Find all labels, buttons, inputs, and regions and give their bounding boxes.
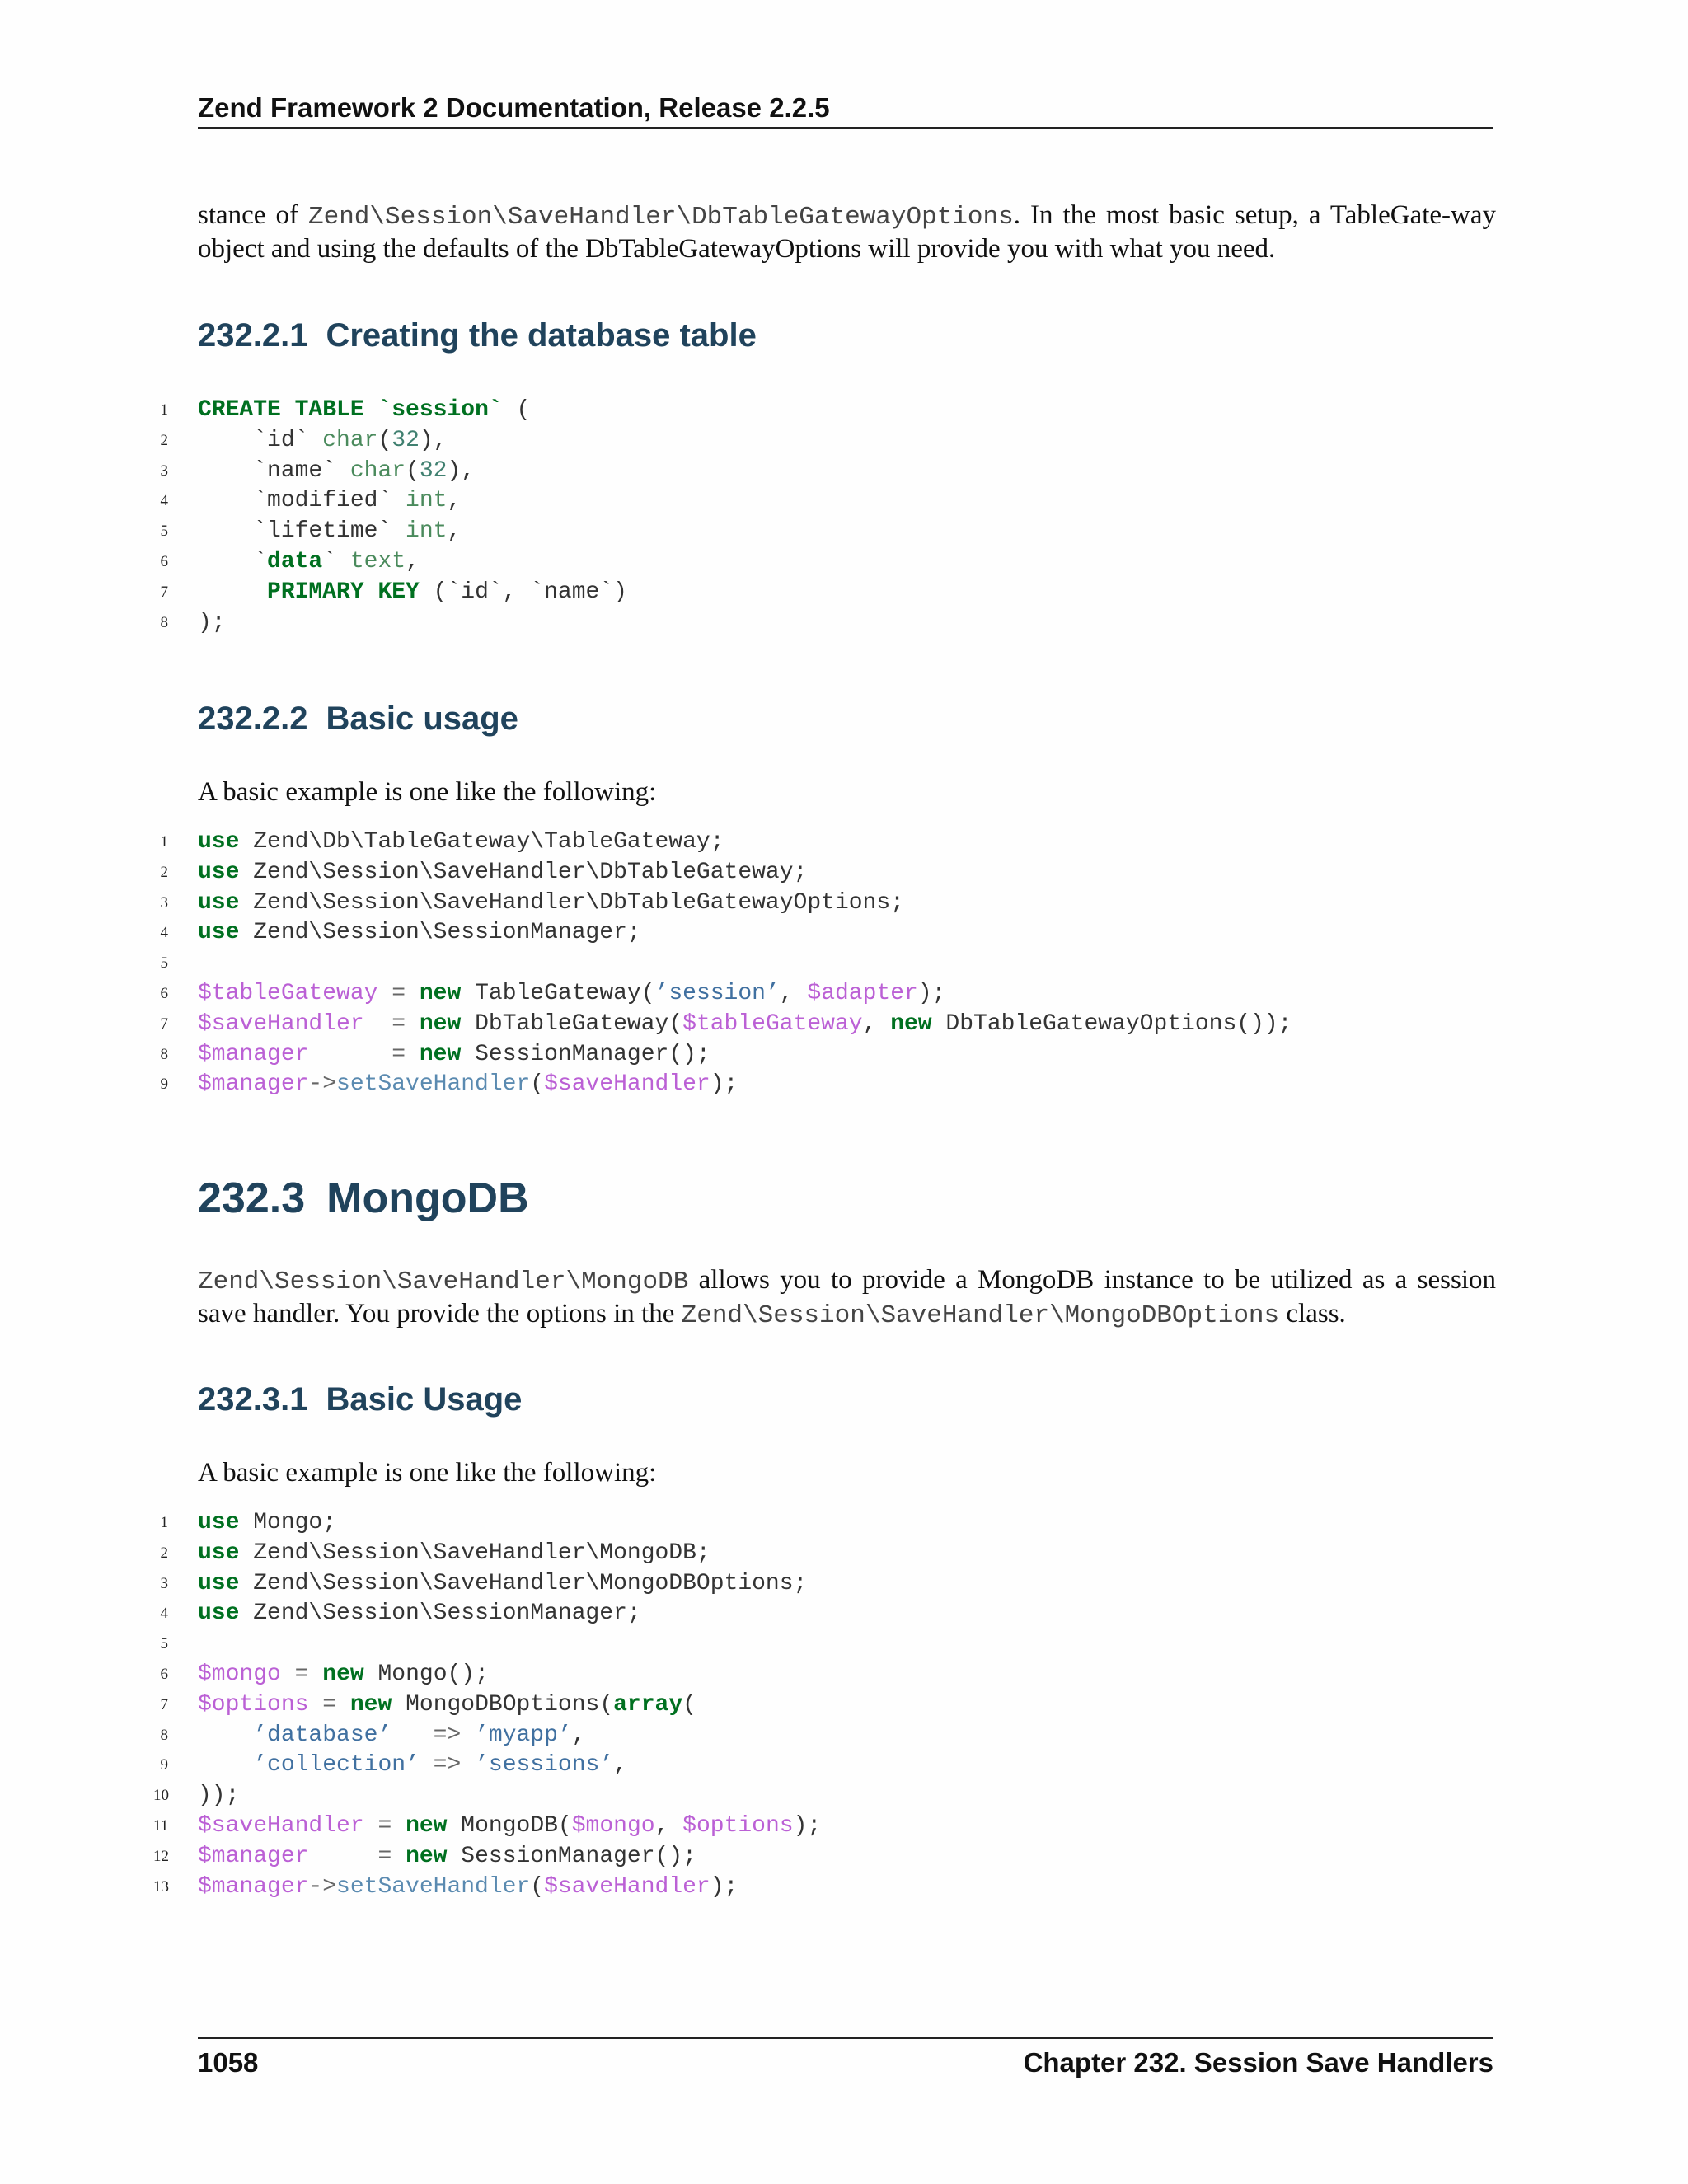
- line-number: 2: [160, 1544, 168, 1562]
- code-line: [0, 888, 1688, 919]
- code-text: $manager->setSaveHandler($saveHandler);: [198, 1071, 738, 1098]
- code-line: [0, 1070, 1688, 1100]
- code-text: );: [198, 609, 226, 635]
- line-number: 3: [160, 462, 168, 480]
- code-text: $manager = new SessionManager();: [198, 1843, 696, 1869]
- line-number: 5: [160, 1635, 168, 1653]
- page-number: 1058: [198, 2047, 259, 2078]
- code-text: use Zend\Db\TableGateway\TableGateway;: [198, 829, 724, 855]
- code-text: use Mongo;: [198, 1510, 337, 1535]
- line-number: 8: [160, 1726, 168, 1744]
- code-text: PRIMARY KEY (`id`, `name`): [267, 579, 627, 605]
- code-line: [0, 486, 1688, 517]
- code-line: [0, 1010, 1688, 1040]
- line-number: 4: [160, 1605, 168, 1623]
- line-number: 2: [160, 431, 168, 449]
- code-text: $manager->setSaveHandler($saveHandler);: [198, 1873, 738, 1900]
- code-line: [0, 1569, 1688, 1600]
- code-text: ));: [198, 1783, 240, 1809]
- code-line: [0, 1842, 1688, 1872]
- line-number: 7: [160, 583, 168, 601]
- line-number: 6: [160, 1665, 168, 1683]
- line-number: 13: [153, 1877, 169, 1896]
- code-line: [0, 1750, 1688, 1781]
- section-heading-232-2-1: 232.2.1 Creating the database table: [198, 317, 757, 354]
- code-text: $manager = new SessionManager();: [198, 1041, 710, 1067]
- code-text: use Zend\Session\SessionManager;: [198, 920, 641, 946]
- line-number: 4: [160, 924, 168, 942]
- code-line: [0, 517, 1688, 547]
- code-line: [0, 1599, 1688, 1629]
- code-text: ’collection’ => ’sessions’,: [253, 1752, 627, 1779]
- running-footer: [198, 2037, 1493, 2079]
- line-number: 11: [153, 1816, 169, 1835]
- line-number: 7: [160, 1695, 168, 1713]
- line-number: 2: [160, 863, 168, 881]
- intro-paragraph: stance of Zend\Session\SaveHandler\DbTableGatewayOptions. In the most basic setup, a TableGate-way object and using the defaults of the DbTableGatewayOptions will provide you with what you need.: [198, 200, 1496, 264]
- line-number: 9: [160, 1076, 168, 1094]
- chapter-title: Chapter 232. Session Save Handlers: [1023, 2047, 1493, 2078]
- line-number: 8: [160, 1045, 168, 1063]
- code-block-php-mongodb: [0, 1508, 1688, 1902]
- line-number: 6: [160, 552, 168, 570]
- code-line: [0, 949, 1688, 979]
- code-text: use Zend\Session\SaveHandler\DbTableGatewayOptions;: [198, 889, 904, 916]
- code-line: [0, 979, 1688, 1010]
- code-line: [0, 1872, 1688, 1903]
- code-line: [0, 1629, 1688, 1660]
- code-line: [0, 1721, 1688, 1751]
- code-line: [0, 547, 1688, 578]
- code-text: use Zend\Session\SaveHandler\MongoDB;: [198, 1540, 710, 1566]
- code-text: `id` char(32),: [198, 427, 448, 453]
- basic-usage-text-mongo: A basic example is one like the following:: [198, 1458, 657, 1488]
- code-text: use Zend\Session\SaveHandler\DbTableGateway;: [198, 859, 808, 885]
- code-line: [0, 578, 1688, 608]
- line-number: 5: [160, 523, 168, 541]
- line-number: 4: [160, 492, 168, 510]
- line-number: 1: [160, 833, 168, 851]
- code-text: `name` char(32),: [198, 457, 476, 484]
- code-text: `data` text,: [198, 548, 420, 574]
- line-number: 3: [160, 893, 168, 912]
- code-text: $saveHandler = new MongoDB($mongo, $options);: [198, 1812, 822, 1839]
- code-text: $options = new MongoDBOptions(array(: [198, 1691, 696, 1718]
- code-text: `lifetime` int,: [198, 518, 462, 545]
- code-line: [0, 827, 1688, 858]
- code-line: [0, 1508, 1688, 1539]
- code-line: [0, 1040, 1688, 1071]
- code-line: [0, 457, 1688, 487]
- inline-code: Zend\Session\SaveHandler\MongoDB: [198, 1268, 689, 1296]
- line-number: 3: [160, 1574, 168, 1592]
- line-number: 7: [160, 1015, 168, 1033]
- code-text: CREATE TABLE `session` (: [198, 397, 531, 423]
- code-text: ’database’ => ’myapp’,: [253, 1722, 586, 1748]
- code-line: [0, 426, 1688, 457]
- code-text: use Zend\Session\SessionManager;: [198, 1601, 641, 1627]
- section-heading-232-2-2: 232.2.2 Basic usage: [198, 701, 518, 737]
- code-line: [0, 608, 1688, 639]
- code-line: [0, 1660, 1688, 1690]
- code-line: [0, 918, 1688, 949]
- code-text: $tableGateway = new TableGateway(’session’, $adapter);: [198, 980, 946, 1006]
- section-heading-232-3-1: 232.3.1 Basic Usage: [198, 1381, 523, 1418]
- basic-usage-text: A basic example is one like the following:: [198, 777, 657, 807]
- inline-code: Zend\Session\SaveHandler\DbTableGatewayOptions: [308, 203, 1014, 232]
- code-line: [0, 858, 1688, 888]
- code-text: use Zend\Session\SaveHandler\MongoDBOptions;: [198, 1570, 808, 1596]
- line-number: 6: [160, 984, 168, 1002]
- mongodb-intro-paragraph: Zend\Session\SaveHandler\MongoDB allows you to provide a MongoDB instance to be utilized as a session save handler. You provide the options in the Zend\Session\SaveHandler\MongoDBOptions class.: [198, 1265, 1496, 1330]
- line-number: 10: [153, 1787, 169, 1805]
- code-text: $mongo = new Mongo();: [198, 1661, 489, 1687]
- section-heading-232-3: 232.3 MongoDB: [198, 1174, 529, 1222]
- code-line: [0, 1690, 1688, 1721]
- line-number: 12: [153, 1847, 169, 1865]
- code-line: [0, 1539, 1688, 1569]
- code-block-sql: [0, 396, 1688, 638]
- code-line: [0, 1781, 1688, 1811]
- code-block-php-dbtable: [0, 827, 1688, 1100]
- line-number: 5: [160, 954, 168, 972]
- line-number: 1: [160, 1514, 168, 1531]
- line-number: 1: [160, 401, 168, 419]
- inline-code: Zend\Session\SaveHandler\MongoDBOptions: [681, 1301, 1280, 1330]
- code-line: [0, 1811, 1688, 1842]
- line-number: 8: [160, 613, 168, 631]
- running-header: [198, 92, 1493, 129]
- header-title: Zend Framework 2 Documentation, Release 2.2.5: [198, 92, 830, 123]
- code-text: `modified` int,: [198, 488, 462, 514]
- code-line: [0, 396, 1688, 426]
- line-number: 9: [160, 1756, 168, 1774]
- code-text: $saveHandler = new DbTableGateway($tableGateway, new DbTableGatewayOptions());: [198, 1010, 1292, 1037]
